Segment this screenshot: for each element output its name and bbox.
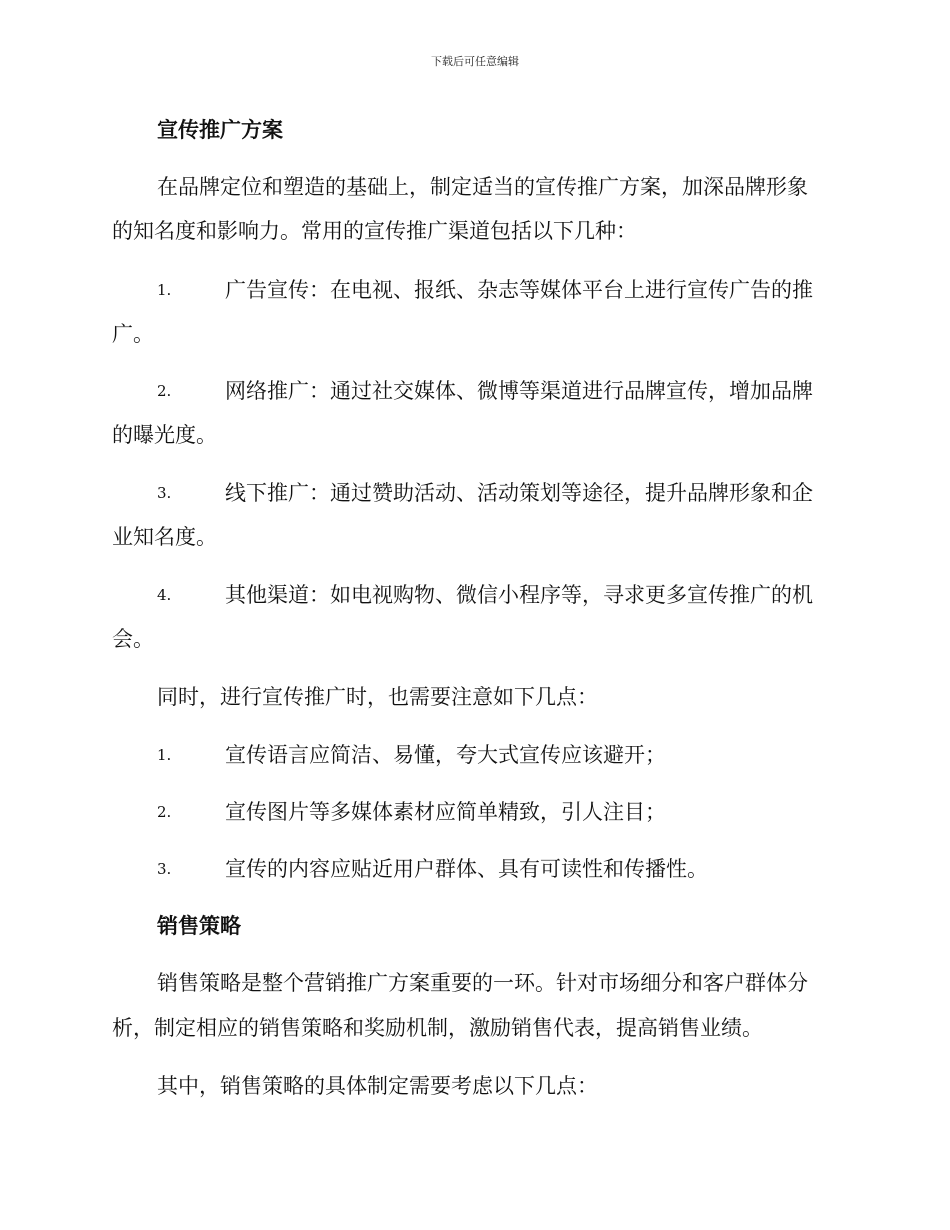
list-item-text: 宣传图片等多媒体素材应简单精致，引人注目；: [225, 800, 666, 824]
list-item-continuation: 业知名度。: [112, 525, 217, 549]
list-number: 2.: [157, 382, 172, 400]
list-number: 3.: [157, 484, 172, 502]
section-title-sales: 销售策略: [157, 914, 241, 938]
list-item-text: 宣传语言应简洁、易懂，夸大式宣传应该避开；: [225, 743, 666, 767]
paragraph-line: 析，制定相应的销售策略和奖励机制，激励销售代表，提高销售业绩。: [112, 1016, 763, 1040]
list-item-continuation: 会。: [112, 627, 154, 651]
paragraph-line: 在品牌定位和塑造的基础上，制定适当的宣传推广方案，加深品牌形象: [157, 175, 808, 199]
page-header: 下载后可任意编辑: [431, 55, 519, 68]
list-number: 1.: [157, 281, 172, 299]
list-item-text: 线下推广：通过赞助活动、活动策划等途径，提升品牌形象和企: [225, 481, 813, 505]
section-title-promotion: 宣传推广方案: [157, 118, 283, 142]
paragraph-line: 的知名度和影响力。常用的宣传推广渠道包括以下几种：: [112, 219, 637, 243]
list-item-continuation: 的曝光度。: [112, 423, 217, 447]
list-item-text: 网络推广：通过社交媒体、微博等渠道进行品牌宣传，增加品牌: [225, 379, 813, 403]
list-item-text: 宣传的内容应贴近用户群体、具有可读性和传播性。: [225, 857, 708, 881]
paragraph-line: 同时，进行宣传推广时，也需要注意如下几点：: [157, 685, 598, 709]
list-number: 3.: [157, 860, 172, 878]
paragraph-line: 销售策略是整个营销推广方案重要的一环。针对市场细分和客户群体分: [157, 971, 808, 995]
paragraph-line: 其中，销售策略的具体制定需要考虑以下几点：: [157, 1074, 598, 1098]
list-number: 1.: [157, 746, 172, 764]
list-item-continuation: 广。: [112, 322, 154, 346]
list-number: 2.: [157, 803, 172, 821]
list-number: 4.: [157, 586, 172, 604]
list-item-text: 广告宣传：在电视、报纸、杂志等媒体平台上进行宣传广告的推: [225, 278, 813, 302]
list-item-text: 其他渠道：如电视购物、微信小程序等，寻求更多宣传推广的机: [225, 583, 813, 607]
